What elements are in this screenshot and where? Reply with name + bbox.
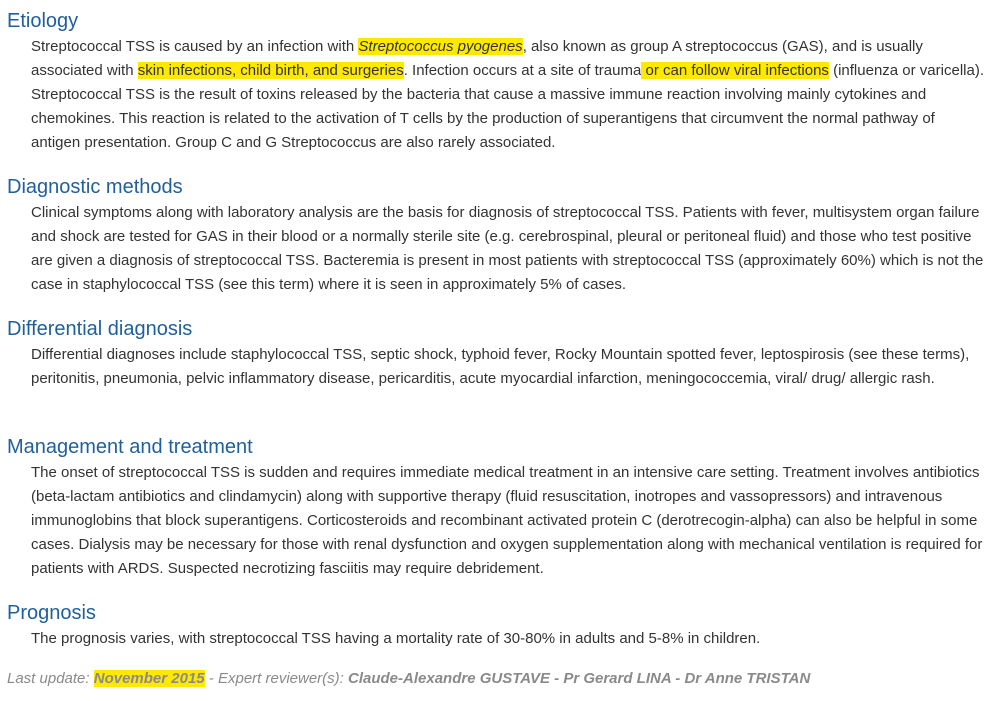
last-update-label: Last update: (7, 670, 94, 687)
last-update-footer (7, 667, 810, 691)
management-paragraph: The onset of streptococcal TSS is sudden and requires immediate medical treatment in an intensive care setting. Treatment involves antibiotics (beta-lactam antibiotics and clindamycin) along with supportive therapy (fluid resuscitation, inotropes and vassopressors) and intravenous immunoglobins that block superantigens. Corticosteroids and recombinant activated protein C (derotrecogin-alpha) can also be helpful in some cases. Dialysis may be necessary for those with renal dysfunction and oxygen supplementation along with mechanical ventilation is required for patients with ARDS. Suspected necrotizing fasciitis may require debridement. (31, 464, 983, 577)
differential-heading: Differential diagnosis (7, 318, 193, 340)
etiology-text-4: (influenza or varicella). Streptococcal TSS is the result of toxins released by the bacteria that cause a massive immune reaction involving mainly cytokines and chemokines. This reaction is related to the activation of T cells by the production of superantigens that circumvent the normal pathway of antigen presentation. Group C and G Streptococcus are also rarely associated. (31, 62, 984, 151)
reviewers-names: Claude-Alexandre GUSTAVE - Pr Gerard LINA - Dr Anne TRISTAN (348, 670, 811, 687)
etiology-highlight-organism: Streptococcus pyogenes (358, 38, 523, 55)
prognosis-paragraph: The prognosis varies, with streptococcal TSS having a mortality rate of 30-80% in adults and 5-8% in children. (31, 630, 761, 647)
differential-paragraph: Differential diagnoses include staphylococcal TSS, septic shock, typhoid fever, Rocky Mountain spotted fever, leptospirosis (see these terms), peritonitis, pneumonia, pelvic inflammatory disease, pericarditis, acute myocardial infarction, meningococcemia, viral/ drug/ allergic rash. (31, 346, 970, 387)
etiology-highlight-causes: skin infections, child birth, and surgeries (137, 62, 404, 79)
etiology-heading: Etiology (7, 10, 79, 32)
etiology-text-2: , also known as group A streptococcus (GAS), and is usually associated with (31, 38, 923, 79)
etiology-text-3: . Infection occurs at a site of trauma (403, 62, 642, 79)
last-update-date: November 2015 (93, 670, 205, 687)
prognosis-heading: Prognosis (7, 602, 96, 624)
etiology-paragraph (31, 35, 987, 155)
diagnostic-heading: Diagnostic methods (7, 176, 183, 198)
reviewers-label: - Expert reviewer(s): (204, 670, 348, 687)
diagnostic-paragraph: Clinical symptoms along with laboratory analysis are the basis for diagnosis of streptococcal TSS. Patients with fever, multisystem organ failure and shock are tested for GAS in their blood or a normally sterile site (e.g. cerebrospinal, pleural or peritoneal fluid) and those who test positive are given a diagnosis of streptococcal TSS. Bacteremia is present in most patients with streptococcal TSS (approximately 60%) which is not the case in staphylococcal TSS (see this term) where it is seen in approximately 5% of cases. (31, 204, 984, 293)
etiology-text-1: Streptococcal TSS is caused by an infection with (31, 38, 359, 55)
etiology-highlight-viral: or can follow viral infections (641, 62, 829, 79)
management-heading: Management and treatment (7, 436, 253, 458)
